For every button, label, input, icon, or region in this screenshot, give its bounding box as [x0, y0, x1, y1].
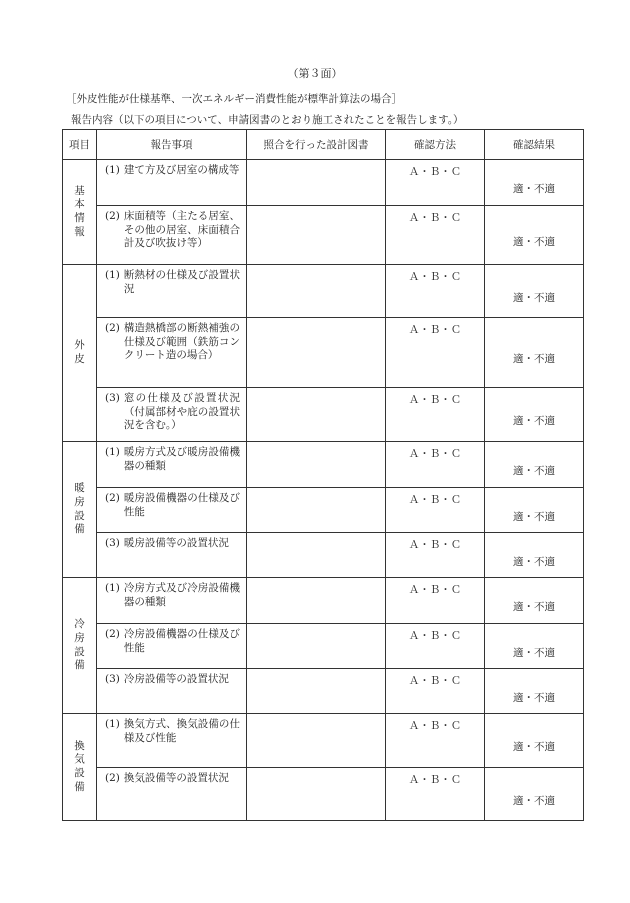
method-options[interactable]: Ａ・Ｂ・Ｃ	[386, 578, 485, 624]
result-options[interactable]: 適・不適	[485, 768, 584, 821]
report-item: (2) 冷房設備機器の仕様及び性能	[97, 624, 247, 669]
drawings-cell[interactable]	[247, 442, 386, 488]
method-options[interactable]: Ａ・Ｂ・Ｃ	[386, 488, 485, 533]
drawings-cell[interactable]	[247, 714, 386, 768]
table-row	[63, 318, 584, 388]
report-item: (1) 暖房方式及び暖房設備機器の種類	[97, 442, 247, 488]
header-report-item: 報告事項	[97, 130, 247, 160]
report-item: (3) 暖房設備等の設置状況	[97, 533, 247, 578]
drawings-cell[interactable]	[247, 578, 386, 624]
method-options[interactable]: Ａ・Ｂ・Ｃ	[386, 768, 485, 821]
category-basic-info: 基 本 情 報	[63, 160, 97, 265]
category-envelope: 外 皮	[63, 265, 97, 442]
table-header-row	[63, 130, 584, 160]
report-table	[62, 129, 584, 821]
report-item: (1) 冷房方式及び冷房設備機器の種類	[97, 578, 247, 624]
result-options[interactable]: 適・不適	[485, 206, 584, 265]
table-row	[63, 533, 584, 578]
category-cooling: 冷 房 設 備	[63, 578, 97, 714]
method-options[interactable]: Ａ・Ｂ・Ｃ	[386, 388, 485, 442]
result-options[interactable]: 適・不適	[485, 578, 584, 624]
result-options[interactable]: 適・不適	[485, 714, 584, 768]
report-item: (1) 断熱材の仕様及び設置状況	[97, 265, 247, 318]
method-options[interactable]: Ａ・Ｂ・Ｃ	[386, 206, 485, 265]
result-options[interactable]: 適・不適	[485, 318, 584, 388]
result-options[interactable]: 適・不適	[485, 265, 584, 318]
intro-line: 報告内容（以下の項目について、申請図書のとおり施工されたことを報告します。）	[71, 114, 464, 126]
report-item: (2) 暖房設備機器の仕様及び性能	[97, 488, 247, 533]
report-item: (3) 冷房設備等の設置状況	[97, 669, 247, 714]
page-number: （第３面）	[287, 67, 343, 80]
table-row	[63, 488, 584, 533]
table-row	[63, 624, 584, 669]
result-options[interactable]: 適・不適	[485, 160, 584, 206]
result-options[interactable]: 適・不適	[485, 488, 584, 533]
result-options[interactable]: 適・不適	[485, 669, 584, 714]
table-row	[63, 265, 584, 318]
result-options[interactable]: 適・不適	[485, 442, 584, 488]
table-row	[63, 669, 584, 714]
report-item: (2) 床面積等（主たる居室、その他の居室、床面積合計及び吹抜け等）	[97, 206, 247, 265]
header-method: 確認方法	[386, 130, 485, 160]
method-options[interactable]: Ａ・Ｂ・Ｃ	[386, 669, 485, 714]
table-row	[63, 578, 584, 624]
method-options[interactable]: Ａ・Ｂ・Ｃ	[386, 624, 485, 669]
result-options[interactable]: 適・不適	[485, 624, 584, 669]
drawings-cell[interactable]	[247, 768, 386, 821]
method-options[interactable]: Ａ・Ｂ・Ｃ	[386, 714, 485, 768]
header-result: 確認結果	[485, 130, 584, 160]
method-options[interactable]: Ａ・Ｂ・Ｃ	[386, 318, 485, 388]
report-item: (2) 構造熱橋部の断熱補強の仕様及び範囲（鉄筋コンクリート造の場合）	[97, 318, 247, 388]
category-heating: 暖 房 設 備	[63, 442, 97, 578]
condition-line: ［外皮性能が仕様基準、一次エネルギー消費性能が標準計算法の場合］	[66, 93, 402, 105]
drawings-cell[interactable]	[247, 206, 386, 265]
table-row	[63, 768, 584, 821]
table-row	[63, 714, 584, 768]
method-options[interactable]: Ａ・Ｂ・Ｃ	[386, 265, 485, 318]
header-category: 項目	[63, 130, 97, 160]
table-row	[63, 388, 584, 442]
table-row	[63, 160, 584, 206]
method-options[interactable]: Ａ・Ｂ・Ｃ	[386, 160, 485, 206]
drawings-cell[interactable]	[247, 488, 386, 533]
table-row	[63, 206, 584, 265]
drawings-cell[interactable]	[247, 318, 386, 388]
drawings-cell[interactable]	[247, 669, 386, 714]
drawings-cell[interactable]	[247, 388, 386, 442]
result-options[interactable]: 適・不適	[485, 388, 584, 442]
category-ventilation: 換 気 設 備	[63, 714, 97, 821]
header-drawings: 照合を行った設計図書	[247, 130, 386, 160]
drawings-cell[interactable]	[247, 265, 386, 318]
method-options[interactable]: Ａ・Ｂ・Ｃ	[386, 533, 485, 578]
drawings-cell[interactable]	[247, 624, 386, 669]
result-options[interactable]: 適・不適	[485, 533, 584, 578]
drawings-cell[interactable]	[247, 533, 386, 578]
report-item: (2) 換気設備等の設置状況	[97, 768, 247, 821]
report-item: (3) 窓の仕様及び設置状況（付属部材や庇の設置状況を含む。）	[97, 388, 247, 442]
method-options[interactable]: Ａ・Ｂ・Ｃ	[386, 442, 485, 488]
table-row	[63, 442, 584, 488]
report-item: (1) 換気方式、換気設備の仕様及び性能	[97, 714, 247, 768]
drawings-cell[interactable]	[247, 160, 386, 206]
report-item: (1) 建て方及び居室の構成等	[97, 160, 247, 206]
